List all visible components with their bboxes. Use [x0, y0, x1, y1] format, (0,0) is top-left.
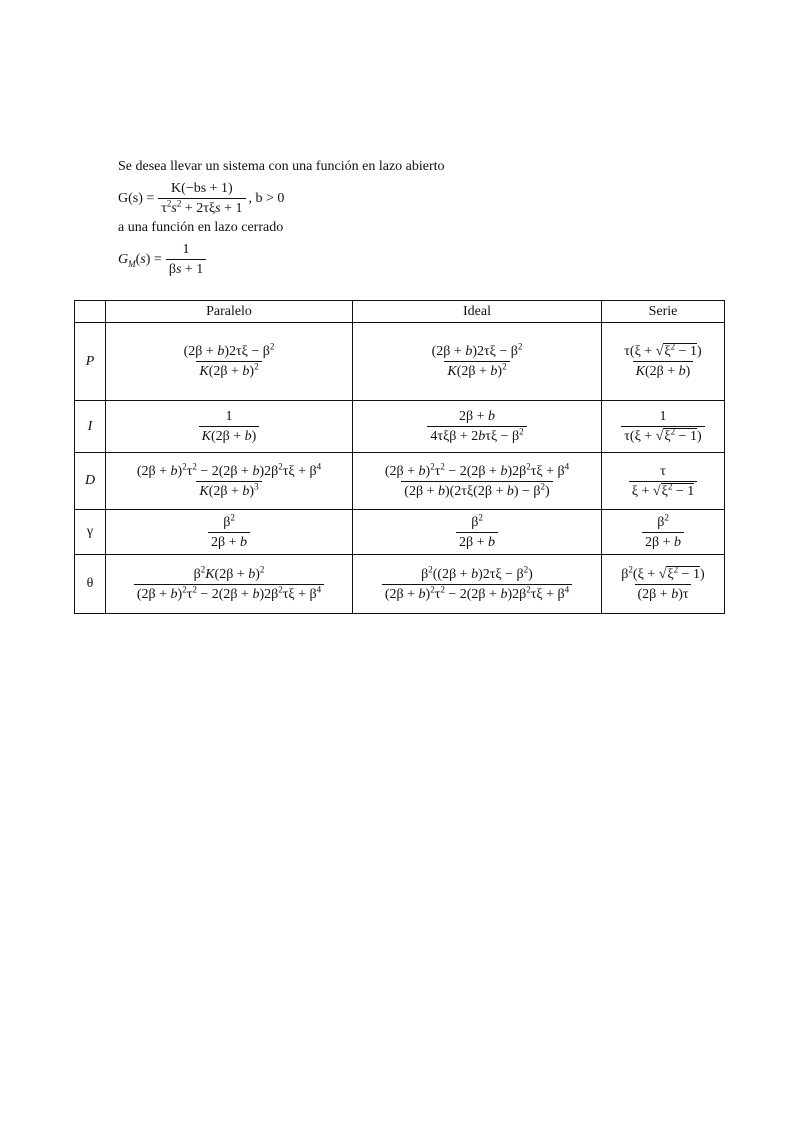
p-ideal: $\frac{(2\beta + b)2\tau\xi - \beta^2}{K(2\beta + b)^2}$ — [353, 323, 602, 401]
closed-loop-denominator: βs + 1 — [166, 259, 206, 278]
gm-lhs: $G_M(s)$ = — [118, 251, 162, 269]
row-p — [75, 323, 725, 401]
theta-paralelo: $\frac{\beta^2K(2\beta + b)^2}{(2\beta + b)^2\tau^2 - 2(2\beta + b)2\beta^2\tau\xi + \beta^4}$ — [106, 555, 353, 614]
row-theta — [75, 555, 725, 614]
gamma-serie: $\frac{\beta^2}{2\beta + b}$ — [602, 510, 725, 555]
p-paralelo: $\frac{(2\beta + b)2\tau\xi - \beta^2}{K(2\beta + b)^2}$ — [106, 323, 353, 401]
p-serie: $\frac{\tau(\xi + √\xi^2 - 1)}{K(2\beta + b)}$ — [602, 323, 725, 401]
row-label-d: D — [75, 453, 106, 510]
row-gamma — [75, 510, 725, 555]
g-condition: , b > 0 — [248, 190, 285, 206]
i-serie: $\frac{1}{\tau(\xi + √\xi^2 - 1)}$ — [602, 401, 725, 453]
row-label-theta: θ — [75, 555, 106, 614]
theta-serie: $\frac{\beta^2(\xi + √\xi^2 - 1)}{(2\beta + b)\tau}$ — [602, 555, 725, 614]
open-loop-numerator: K(−bs + 1) — [171, 181, 233, 196]
gamma-paralelo: $\frac{\beta^2}{2\beta + b}$ — [106, 510, 353, 555]
d-ideal: $\frac{(2\beta + b)^2\tau^2 - 2(2\beta + b)2\beta^2\tau\xi + \beta^4}{(2\beta + b)(2\tau\xi(2\beta + b) - \beta^2)}$ — [353, 453, 602, 510]
closed-loop-equation — [118, 241, 718, 278]
header-ideal: Ideal — [353, 301, 602, 323]
open-loop-denominator: $\tau^2s^2 + 2\tau\xi s + 1$ — [158, 198, 245, 217]
row-i — [75, 401, 725, 453]
row-d — [75, 453, 725, 510]
d-serie: $\frac{\tau}{\xi + √\xi^2 - 1}$ — [602, 453, 725, 510]
open-loop-equation — [118, 180, 718, 217]
intro-line-1: Se desea llevar un sistema con una función en lazo abierto — [118, 159, 445, 174]
pid-tuning-table — [74, 300, 725, 614]
closed-loop-numerator: 1 — [182, 242, 190, 257]
row-label-p: P — [75, 323, 106, 401]
row-label-i: I — [75, 401, 106, 453]
header-empty — [75, 301, 106, 323]
g-lhs: G(s) = — [118, 190, 155, 206]
gamma-ideal: $\frac{\beta^2}{2\beta + b}$ — [353, 510, 602, 555]
i-paralelo: $\frac{1}{K(2\beta + b)}$ — [106, 401, 353, 453]
row-label-gamma: γ — [75, 510, 106, 555]
i-ideal: $\frac{2\beta + b}{4\tau\xi\beta + 2b\tau\xi - \beta^2}$ — [353, 401, 602, 453]
problem-statement — [118, 158, 718, 280]
header-row — [75, 301, 725, 323]
header-paralelo: Paralelo — [106, 301, 353, 323]
header-serie: Serie — [602, 301, 725, 323]
intro-line-2: a una función en lazo cerrado — [118, 220, 284, 235]
open-loop-fraction — [158, 180, 245, 217]
closed-loop-fraction — [166, 241, 206, 278]
d-paralelo: $\frac{(2\beta + b)^2\tau^2 - 2(2\beta + b)2\beta^2\tau\xi + \beta^4}{K(2\beta + b)^3}$ — [106, 453, 353, 510]
theta-ideal: $\frac{\beta^2((2\beta + b)2\tau\xi - \beta^2)}{(2\beta + b)^2\tau^2 - 2(2\beta + b)2\beta^2\tau\xi + \beta^4}$ — [353, 555, 602, 614]
